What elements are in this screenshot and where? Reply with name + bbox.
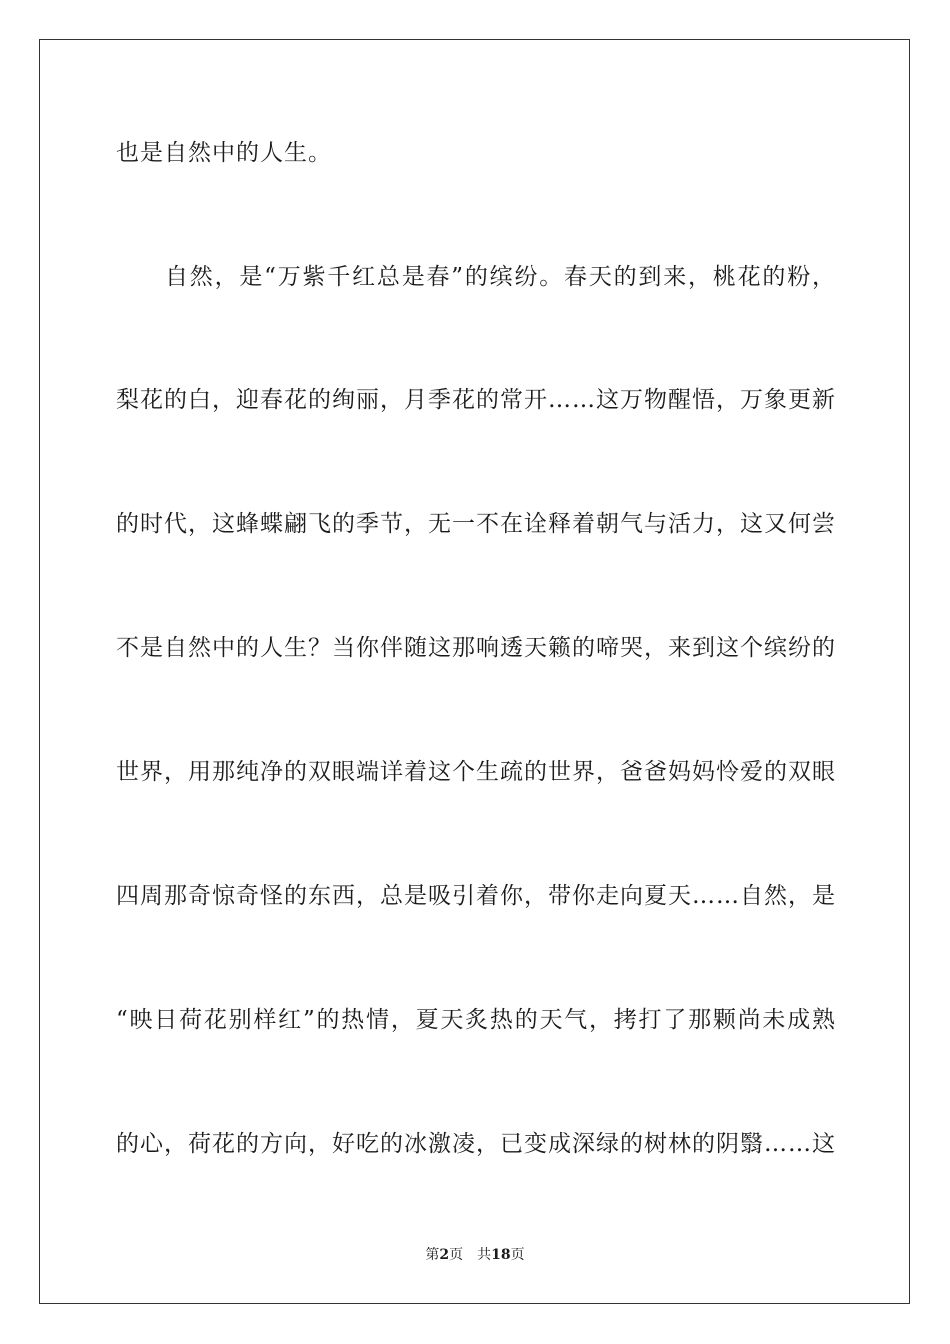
- page-number: 2: [439, 1247, 450, 1263]
- text-line-2: 自然，是“万紫千红总是春”的缤纷。春天的到来，桃花的粉，: [165, 264, 836, 290]
- text-line-4: 的时代，这蜂蝶翩飞的季节，无一不在诠释着朝气与活力，这又何尝: [116, 511, 836, 537]
- text-line-1: 也是自然中的人生。: [116, 140, 332, 166]
- page-suffix: 页: [449, 1247, 464, 1263]
- text-line-6: 世界，用那纯净的双眼端详着这个生疏的世界，爸爸妈妈怜爱的双眼: [116, 759, 836, 785]
- text-line-3: 梨花的白，迎春花的绚丽，月季花的常开……这万物醒悟，万象更新: [116, 387, 836, 413]
- text-line-8: “映日荷花别样红”的热情，夏天炙热的天气，拷打了那颗尚未成熟: [116, 1007, 836, 1033]
- page-prefix: 第: [425, 1247, 440, 1263]
- total-prefix: 共: [477, 1247, 492, 1263]
- text-line-9: 的心，荷花的方向，好吃的冰激凌，已变成深绿的树林的阴翳……这: [116, 1131, 836, 1157]
- page-border: [39, 39, 910, 1304]
- text-line-7: 四周那奇惊奇怪的东西，总是吸引着你，带你走向夏天……自然，是: [116, 883, 836, 909]
- text-line-5: 不是自然中的人生？当你伴随这那响透天籁的啼哭，来到这个缤纷的: [116, 635, 836, 661]
- total-pages: 18: [491, 1247, 511, 1263]
- page-footer: [0, 1245, 950, 1265]
- total-suffix: 页: [510, 1247, 525, 1263]
